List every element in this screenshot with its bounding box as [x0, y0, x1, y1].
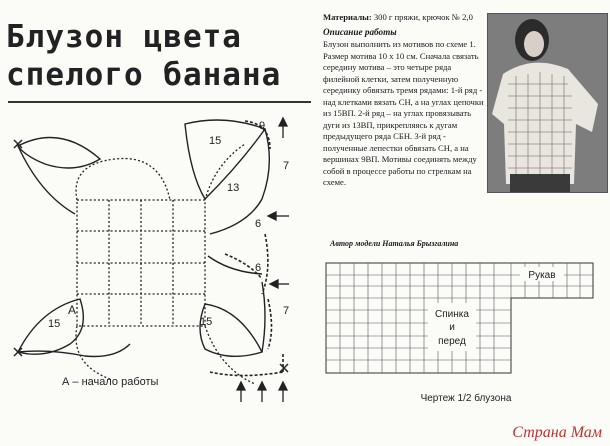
label-9: 9: [259, 120, 266, 132]
title-line-1: Блузон цвета: [6, 19, 242, 55]
title-line-2: спелого банана: [6, 57, 282, 93]
label-body-3: перед: [438, 336, 466, 347]
label-sleeve: Рукав: [528, 270, 556, 281]
label-6-top: 6: [255, 218, 262, 230]
label-body-2: и: [449, 322, 455, 333]
label-13: 13: [227, 182, 240, 194]
label-7-top: 7: [283, 160, 290, 172]
label-7-bottom: 7: [283, 305, 290, 317]
petal-top-left: [18, 138, 100, 168]
cross-bottom-right: [280, 364, 288, 372]
model-photo: [487, 13, 608, 193]
description-heading: Описание работы: [323, 26, 397, 37]
label-6-bottom: 6: [255, 262, 262, 274]
petal-top-right: [185, 120, 265, 199]
petal-bottom-right: [200, 304, 262, 356]
author-credit: Автор модели Наталья Брызгалина: [330, 239, 459, 248]
label-15-left: 15: [48, 318, 61, 330]
start-marker: А: [68, 303, 77, 317]
label-body-1: Спинка: [435, 309, 469, 320]
materials: [323, 12, 485, 24]
description-body: Блузон выполнить из мотивов по схеме 1. Размер мотива 10 х 10 см. Сначала связать середину мотива – это четыре ряда филейной клетки, затем полученную серединку обвязать тремя рядами: 1-й ряд - над клетками вязать СН, а на углах цепочки из 15ВП. 2-й ряд – на углах провязывать дуги из 13ВП, прикрепляясь к дугам предыдущего ряда СБН. 3-й ряд - полученные лепестки обвязать СН, а на вершинах 9ВП. Мотивы соединять между собой в процессе работы по стрелкам на схеме.: [323, 39, 484, 187]
title-underline: [8, 101, 311, 103]
pattern-schema: [318, 258, 610, 446]
schema-caption: Чертеж 1/2 блузона: [420, 393, 512, 404]
watermark: Страна Мам: [512, 424, 602, 441]
motif-diagram: [0, 104, 320, 446]
materials-text: 300 г пряжи, крючок № 2,0: [373, 12, 473, 22]
description-column: [323, 12, 485, 189]
page-title: [6, 18, 306, 94]
label-15-right: 15: [200, 316, 213, 328]
materials-label: Материалы:: [323, 12, 372, 22]
label-15-top: 15: [209, 135, 222, 147]
start-legend: А – начало работы: [62, 376, 159, 388]
